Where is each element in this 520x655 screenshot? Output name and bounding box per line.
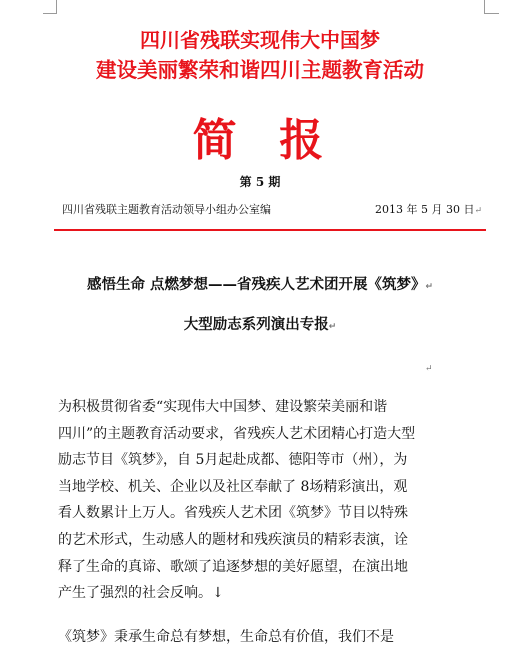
crop-mark-top-right [484,0,485,14]
publish-date-wrap [375,203,482,218]
article-title-line1 [0,276,520,296]
crop-mark-top-right-h [485,13,499,14]
article-title-line1-text: 感悟生命 点燃梦想——省残疾人艺术团开展《筑梦》 [86,277,426,293]
article-title-line2 [0,316,520,336]
issue-number: 第 5 期 [239,175,281,189]
crop-mark-top-left [56,0,57,14]
editing-department: 四川省残联主题教育活动领导小组办公室编 [62,203,271,216]
header-title-line1: 四川省残联实现伟大中国梦 [140,28,380,52]
body-paragraph-1-line: 为积极贯彻省委“实现伟大中国梦、建设繁荣美丽和谐 [58,399,388,415]
bulletin-title: 简 报 [192,115,328,166]
red-divider-line [54,229,486,231]
body-paragraph-1-line: 当地学校、机关、企业以及社区奉献了 8场精彩演出，观 [58,478,408,495]
body-paragraph-1-line: 四川”的主题教育活动要求，省残疾人艺术团精心打造大型 [58,425,416,442]
article-title-line2-text: 大型励志系列演出专报 [183,317,329,333]
body-paragraph-1-line: 的艺术形式，生动感人的题材和残疾演员的精彩表演，诠 [58,531,408,548]
paragraph-mark-icon: ↵ [474,206,482,216]
paragraph-mark-icon: ↵ [425,364,433,374]
publish-date: 2013 年 5 月 30 日 [374,203,475,216]
body-paragraph-1-line: 看人数累计上万人。省残疾人艺术团《筑梦》节目以特殊 [58,505,408,522]
body-paragraph-1-line: 产生了强烈的社会反响。↓ [58,585,224,602]
body-paragraph-1 [58,394,474,607]
body-paragraph-1-line: 释了生命的真谛、歌颂了追逐梦想的美好愿望，在演出地 [58,558,408,575]
body-paragraph-1-line: 励志节目《筑梦》，自 5月起赴成都、德阳等市（州），为 [58,452,408,469]
body-paragraph-2-line: 《筑梦》秉承生命总有梦想，生命总有价值，我们不是 [58,629,394,645]
paragraph-mark-icon: ↵ [425,282,434,292]
header-title-line2: 建设美丽繁荣和谐四川主题教育活动 [96,58,424,82]
crop-mark-top-left-h [43,13,57,14]
paragraph-mark-icon: ↵ [328,322,337,332]
body-paragraph-2 [58,624,474,651]
